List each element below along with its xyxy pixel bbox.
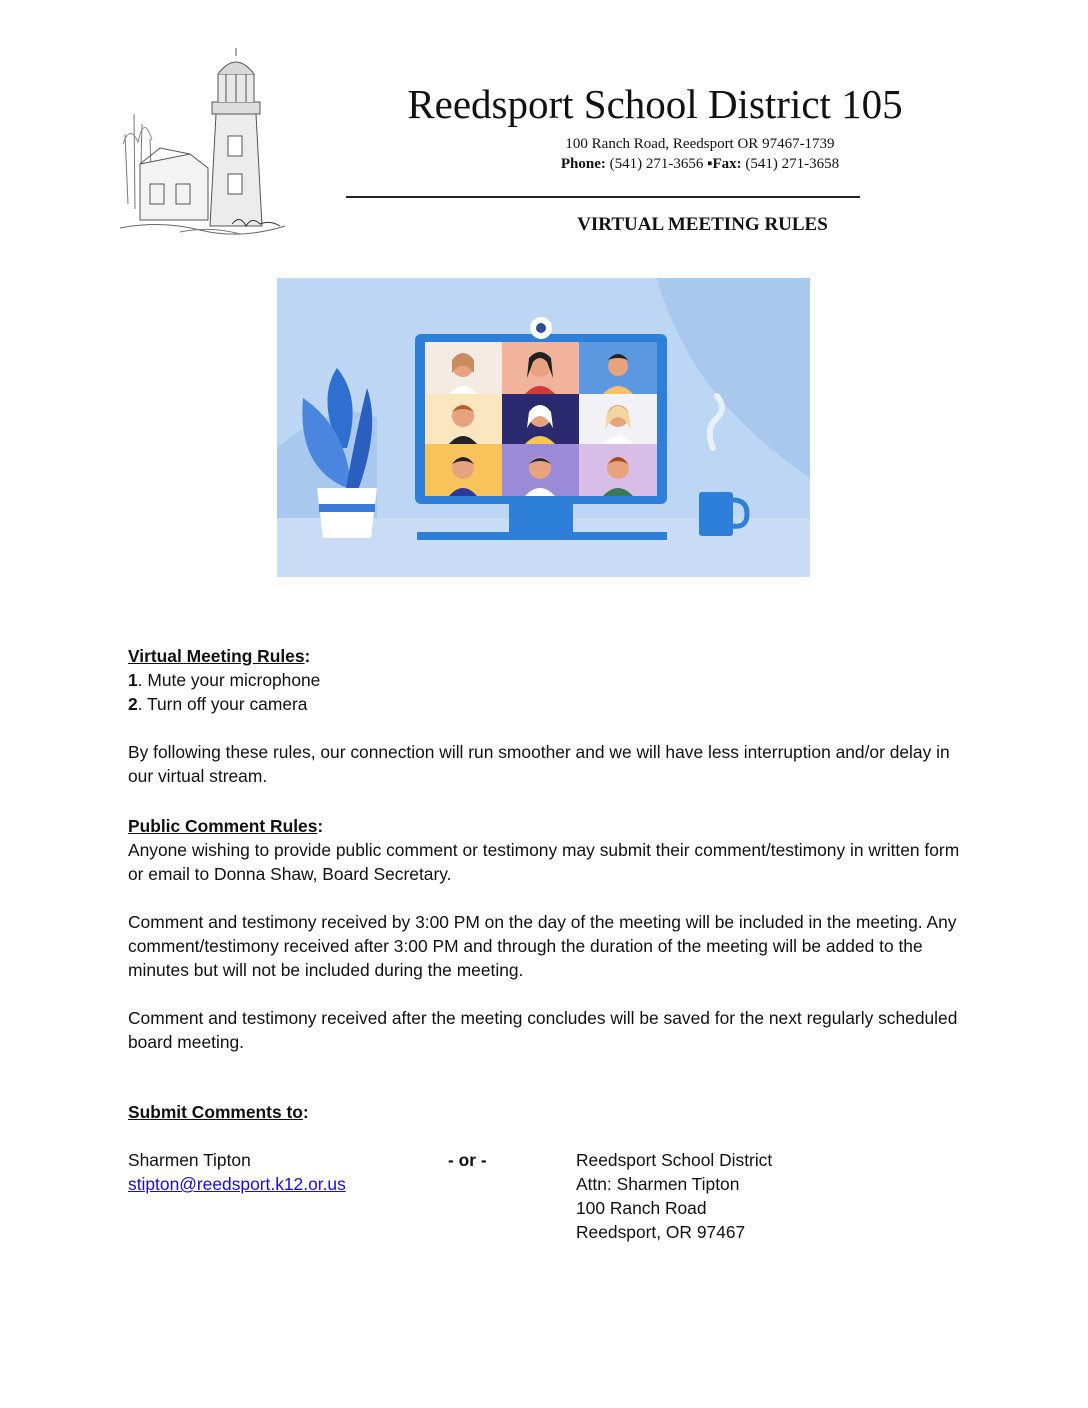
public-comment-paragraph-1: Anyone wishing to provide public comment or testimony may submit their comment/testimony in written form or email to Donna Shaw, Board Secretary. [128,840,960,884]
lighthouse-logo [120,44,290,240]
mail-line: Reedsport, OR 97467 [576,1222,746,1242]
submit-contact [128,1148,428,1196]
mailing-address [576,1148,956,1244]
video-meeting-illustration [277,278,810,577]
public-comment-paragraph-2: Comment and testimony received by 3:00 PM on the day of the meeting will be included in the meeting. Any comment/testimony received after 3:00 PM and through the duration of the meeting will be added to the minutes but will not be included during the meeting. [128,912,957,980]
header-divider [346,196,860,198]
fax-label: Fax: [712,156,742,172]
or-separator [448,1148,548,1172]
virtual-rules-heading: Virtual Meeting Rules [128,646,305,666]
mail-line: Reedsport School District [576,1150,773,1170]
contact-email-link[interactable]: stipton@reedsport.k12.or.us [128,1174,346,1194]
district-contact [300,134,1088,174]
rule-number: 2 [128,694,138,714]
rule-number: 1 [128,670,138,690]
phone-fax-line [300,154,1088,174]
submit-heading: Submit Comments to [128,1102,303,1122]
heading-colon: : [304,646,311,666]
heading-colon: : [317,816,324,836]
rule-text: . Turn off your camera [137,694,308,714]
public-comment-heading: Public Comment Rules [128,816,318,836]
mail-line: 100 Ranch Road [576,1198,707,1218]
rules-explanation: By following these rules, our connection will run smoother and we will have less interruption and/or delay in our virtual stream. [128,742,950,786]
heading-colon: : [302,1102,309,1122]
district-title: Reedsport School District 105 [407,81,903,127]
virtual-rules-section [128,644,968,788]
document-title: VIRTUAL MEETING RULES [577,214,828,235]
separator: ▪ [707,156,713,172]
mail-line: Attn: Sharmen Tipton [576,1174,740,1194]
public-comment-heading-line [128,814,968,838]
phone-label: Phone: [560,156,606,172]
phone-value: (541) 271-3656 [609,156,704,172]
contact-name: Sharmen Tipton [128,1150,251,1170]
or-label: - or - [448,1150,487,1170]
rule-item [128,692,968,716]
rule-text: . Mute your microphone [137,670,321,690]
address-line: 100 Ranch Road, Reedsport OR 97467-1739 [565,136,835,152]
submit-heading-line [128,1100,968,1124]
fax-value: (541) 271-3658 [745,156,840,172]
rule-item [128,668,968,692]
public-comment-section [128,814,968,1054]
virtual-rules-heading-line [128,644,968,668]
public-comment-paragraph-3: Comment and testimony received after the meeting concludes will be saved for the next regularly scheduled board meeting. [128,1008,958,1052]
